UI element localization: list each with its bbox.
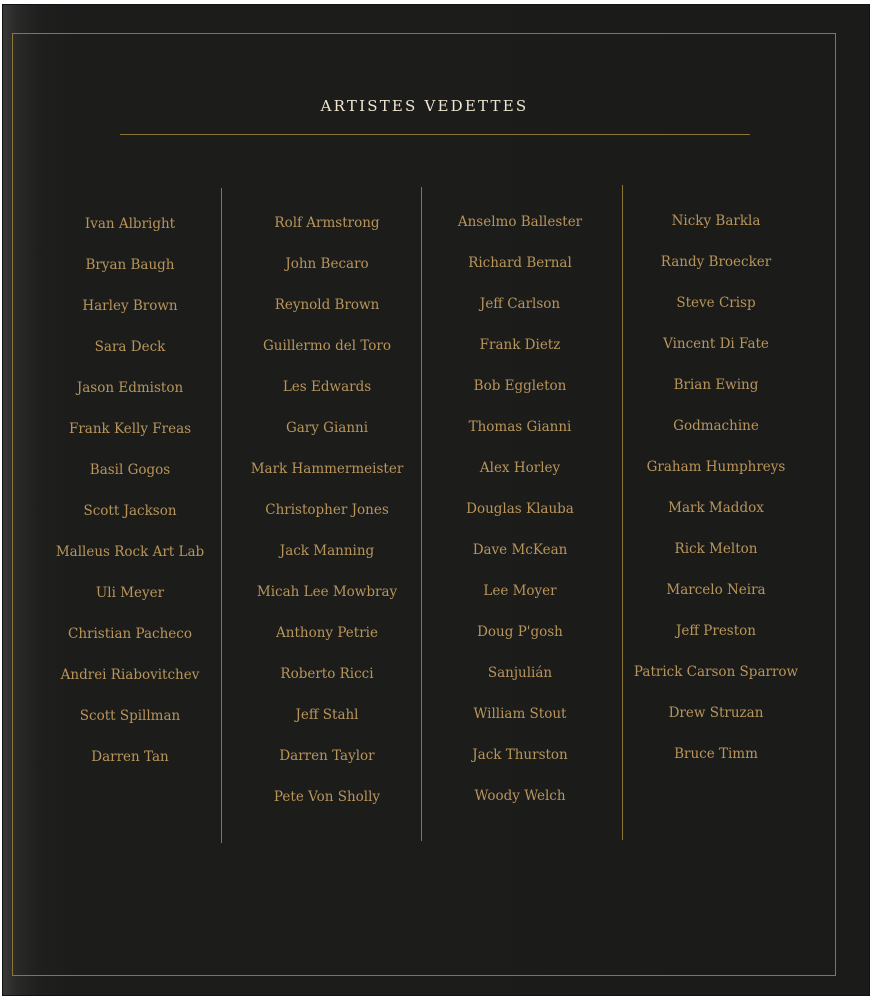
artist-name: Anthony Petrie bbox=[276, 625, 378, 641]
artist-name: Ivan Albright bbox=[84, 216, 176, 232]
artist-name: Doug P'gosh bbox=[477, 624, 563, 640]
artist-name: Gary Gianni bbox=[285, 420, 369, 436]
artist-name: Sara Deck bbox=[94, 339, 166, 355]
artist-name: Alex Horley bbox=[479, 460, 561, 476]
artist-name: Rolf Armstrong bbox=[274, 215, 380, 231]
artist-name: Darren Taylor bbox=[279, 748, 375, 764]
artist-column-3 bbox=[420, 212, 620, 827]
artist-column-4 bbox=[616, 211, 816, 785]
artist-name: Brian Ewing bbox=[673, 377, 759, 393]
artist-name: Steve Crisp bbox=[676, 295, 756, 311]
artist-name: Mark Hammermeister bbox=[250, 461, 404, 477]
artist-name: Basil Gogos bbox=[89, 462, 171, 478]
artist-name: Darren Tan bbox=[91, 749, 169, 765]
artist-column-1 bbox=[30, 214, 230, 788]
artist-name: Pete Von Sholly bbox=[273, 789, 381, 805]
artist-name: Dave McKean bbox=[472, 542, 568, 558]
artist-name: Richard Bernal bbox=[468, 255, 572, 271]
artist-name: Reynold Brown bbox=[274, 297, 380, 313]
artist-name: Malleus Rock Art Lab bbox=[55, 544, 205, 560]
artist-name: Jeff Preston bbox=[676, 623, 756, 639]
artist-name: Randy Broecker bbox=[660, 254, 772, 270]
artist-name: Andrei Riabovitchev bbox=[60, 667, 200, 683]
artist-name: Christopher Jones bbox=[265, 502, 389, 518]
artist-name: Marcelo Neira bbox=[666, 582, 766, 598]
artist-name: William Stout bbox=[473, 706, 567, 722]
artist-name: Mark Maddox bbox=[668, 500, 764, 516]
artist-name: Graham Humphreys bbox=[646, 459, 786, 475]
artist-name: Rick Melton bbox=[674, 541, 758, 557]
artist-name: Nicky Barkla bbox=[671, 213, 761, 229]
artist-name: Scott Spillman bbox=[79, 708, 181, 724]
artist-name: Roberto Ricci bbox=[280, 666, 374, 682]
artist-name: Douglas Klauba bbox=[466, 501, 574, 517]
artist-name: Guillermo del Toro bbox=[263, 338, 391, 354]
artist-name: Les Edwards bbox=[282, 379, 372, 395]
artist-name: Christian Pacheco bbox=[68, 626, 192, 642]
artist-name: Micah Lee Mowbray bbox=[256, 584, 398, 600]
artist-name: Frank Kelly Freas bbox=[68, 421, 192, 437]
artist-name: Thomas Gianni bbox=[468, 419, 572, 435]
artist-name: Anselmo Ballester bbox=[457, 214, 583, 230]
artist-name: Jason Edmiston bbox=[76, 380, 184, 396]
artist-name: Lee Moyer bbox=[483, 583, 557, 599]
artist-name: Bob Eggleton bbox=[473, 378, 567, 394]
artist-name: Jack Manning bbox=[279, 543, 375, 559]
artist-name: Sanjulián bbox=[487, 665, 553, 681]
artist-name: Patrick Carson Sparrow bbox=[633, 664, 799, 680]
artist-column-2 bbox=[227, 213, 427, 828]
title-underline bbox=[120, 134, 750, 135]
artist-name: Uli Meyer bbox=[95, 585, 165, 601]
artist-name: Jack Thurston bbox=[472, 747, 568, 763]
artist-name: Bryan Baugh bbox=[85, 257, 175, 273]
artist-name: Bruce Timm bbox=[674, 746, 758, 762]
artist-name: Vincent Di Fate bbox=[663, 336, 769, 352]
artist-name: Drew Struzan bbox=[668, 705, 764, 721]
artist-name: John Becaro bbox=[285, 256, 369, 272]
artist-name: Jeff Stahl bbox=[295, 707, 359, 723]
artist-name: Scott Jackson bbox=[83, 503, 177, 519]
artist-name: Jeff Carlson bbox=[479, 296, 561, 312]
page-title: ARTISTES VEDETTES bbox=[320, 97, 529, 115]
artist-name: Frank Dietz bbox=[479, 337, 561, 353]
artist-name: Harley Brown bbox=[82, 298, 178, 314]
artist-name: Woody Welch bbox=[474, 788, 566, 804]
artist-name: Godmachine bbox=[673, 418, 759, 434]
